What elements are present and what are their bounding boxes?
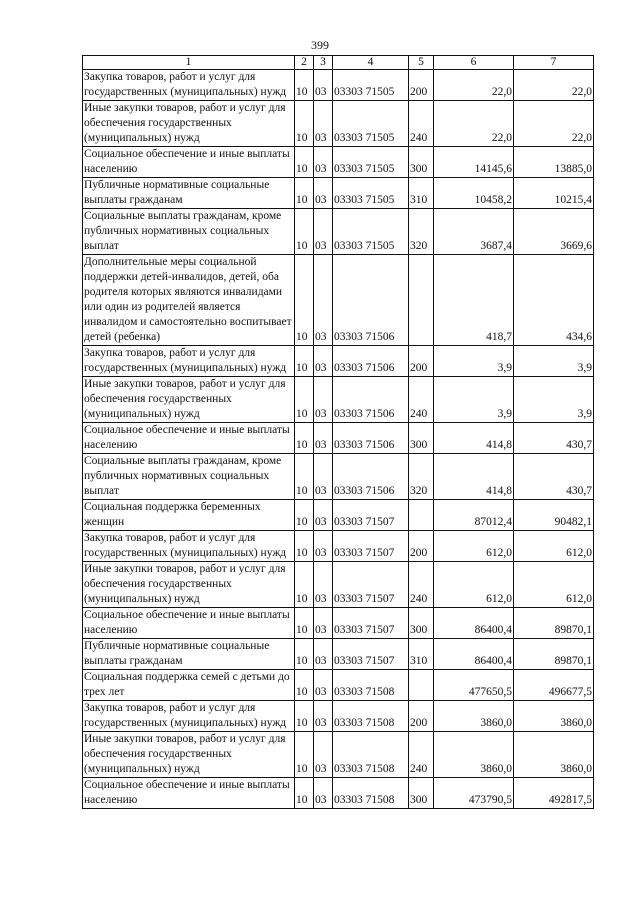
row-name-cell: Иные закупки товаров, работ и услуг для обеспечения государственных (муниципальных) нужд	[83, 377, 295, 423]
row-expense-type-cell: 200	[409, 531, 434, 562]
row-amount-year2-cell: 22,0	[514, 70, 594, 101]
row-amount-year2-cell: 3669,6	[514, 209, 594, 255]
row-subsection-cell: 03	[314, 778, 333, 809]
row-amount-year2-cell: 13885,0	[514, 147, 594, 178]
table-row	[83, 562, 594, 608]
row-amount-year1-cell: 477650,5	[434, 670, 514, 701]
row-target-article-cell: 03303 71508	[333, 670, 409, 701]
row-amount-year1-cell: 612,0	[434, 562, 514, 608]
table-row	[83, 732, 594, 778]
column-header: 3	[314, 56, 333, 70]
row-subsection-cell: 03	[314, 70, 333, 101]
row-section-cell: 10	[295, 101, 314, 147]
row-amount-year2-cell: 434,6	[514, 255, 594, 346]
row-amount-year2-cell: 612,0	[514, 562, 594, 608]
row-name-cell: Иные закупки товаров, работ и услуг для обеспечения государственных (муниципальных) нужд	[83, 562, 295, 608]
table-row	[83, 346, 594, 377]
row-amount-year1-cell: 3860,0	[434, 701, 514, 732]
column-header: 7	[514, 56, 594, 70]
table-row	[83, 778, 594, 809]
row-expense-type-cell: 240	[409, 101, 434, 147]
row-expense-type-cell: 200	[409, 701, 434, 732]
row-section-cell: 10	[295, 608, 314, 639]
row-amount-year1-cell: 3,9	[434, 377, 514, 423]
row-section-cell: 10	[295, 178, 314, 209]
table-header-row	[83, 56, 594, 70]
row-section-cell: 10	[295, 701, 314, 732]
table-row	[83, 670, 594, 701]
row-amount-year2-cell: 3,9	[514, 377, 594, 423]
row-section-cell: 10	[295, 423, 314, 454]
row-expense-type-cell: 300	[409, 778, 434, 809]
table-row	[83, 423, 594, 454]
column-header: 1	[83, 56, 295, 70]
row-target-article-cell: 03303 71508	[333, 778, 409, 809]
row-amount-year2-cell: 3860,0	[514, 732, 594, 778]
row-target-article-cell: 03303 71507	[333, 608, 409, 639]
table-row	[83, 639, 594, 670]
table-row	[83, 178, 594, 209]
row-amount-year2-cell: 492817,5	[514, 778, 594, 809]
row-amount-year1-cell: 418,7	[434, 255, 514, 346]
row-target-article-cell: 03303 71507	[333, 500, 409, 531]
table-row	[83, 701, 594, 732]
row-target-article-cell: 03303 71505	[333, 70, 409, 101]
row-name-cell: Социальное обеспечение и иные выплаты населению	[83, 147, 295, 178]
table-row	[83, 70, 594, 101]
row-section-cell: 10	[295, 454, 314, 500]
column-header: 5	[409, 56, 434, 70]
row-amount-year1-cell: 612,0	[434, 531, 514, 562]
row-name-cell: Социальное обеспечение и иные выплаты населению	[83, 608, 295, 639]
table-row	[83, 377, 594, 423]
row-name-cell: Социальная поддержка семей с детьми до трех лет	[83, 670, 295, 701]
row-name-cell: Закупка товаров, работ и услуг для государственных (муниципальных) нужд	[83, 531, 295, 562]
column-header: 6	[434, 56, 514, 70]
row-expense-type-cell: 300	[409, 147, 434, 178]
table-row	[83, 500, 594, 531]
row-section-cell: 10	[295, 670, 314, 701]
row-amount-year1-cell: 3687,4	[434, 209, 514, 255]
row-amount-year1-cell: 473790,5	[434, 778, 514, 809]
row-expense-type-cell	[409, 670, 434, 701]
row-subsection-cell: 03	[314, 500, 333, 531]
row-name-cell: Иные закупки товаров, работ и услуг для обеспечения государственных (муниципальных) нужд	[83, 732, 295, 778]
row-name-cell: Закупка товаров, работ и услуг для государственных (муниципальных) нужд	[83, 346, 295, 377]
row-subsection-cell: 03	[314, 178, 333, 209]
table-row	[83, 255, 594, 346]
row-amount-year2-cell: 612,0	[514, 531, 594, 562]
row-amount-year1-cell: 86400,4	[434, 608, 514, 639]
row-target-article-cell: 03303 71505	[333, 178, 409, 209]
row-amount-year2-cell: 3,9	[514, 346, 594, 377]
row-subsection-cell: 03	[314, 608, 333, 639]
row-section-cell: 10	[295, 500, 314, 531]
row-amount-year1-cell: 22,0	[434, 101, 514, 147]
row-section-cell: 10	[295, 147, 314, 178]
row-expense-type-cell: 240	[409, 377, 434, 423]
row-subsection-cell: 03	[314, 701, 333, 732]
row-section-cell: 10	[295, 70, 314, 101]
table-row	[83, 209, 594, 255]
row-expense-type-cell: 240	[409, 732, 434, 778]
row-amount-year2-cell: 22,0	[514, 101, 594, 147]
row-target-article-cell: 03303 71507	[333, 562, 409, 608]
row-section-cell: 10	[295, 346, 314, 377]
row-expense-type-cell: 240	[409, 562, 434, 608]
row-target-article-cell: 03303 71506	[333, 346, 409, 377]
row-amount-year1-cell: 3860,0	[434, 732, 514, 778]
row-amount-year2-cell: 10215,4	[514, 178, 594, 209]
row-subsection-cell: 03	[314, 209, 333, 255]
row-target-article-cell: 03303 71506	[333, 454, 409, 500]
row-amount-year2-cell: 3860,0	[514, 701, 594, 732]
row-section-cell: 10	[295, 255, 314, 346]
table-row	[83, 101, 594, 147]
row-amount-year1-cell: 87012,4	[434, 500, 514, 531]
row-expense-type-cell	[409, 255, 434, 346]
row-name-cell: Публичные нормативные социальные выплаты гражданам	[83, 178, 295, 209]
row-expense-type-cell: 310	[409, 639, 434, 670]
row-expense-type-cell: 310	[409, 178, 434, 209]
table-row	[83, 147, 594, 178]
row-name-cell: Социальное обеспечение и иные выплаты населению	[83, 778, 295, 809]
row-name-cell: Закупка товаров, работ и услуг для государственных (муниципальных) нужд	[83, 701, 295, 732]
row-target-article-cell: 03303 71508	[333, 701, 409, 732]
row-amount-year2-cell: 90482,1	[514, 500, 594, 531]
table-row	[83, 531, 594, 562]
row-amount-year1-cell: 414,8	[434, 454, 514, 500]
row-subsection-cell: 03	[314, 562, 333, 608]
row-amount-year1-cell: 86400,4	[434, 639, 514, 670]
row-section-cell: 10	[295, 732, 314, 778]
row-name-cell: Социальные выплаты гражданам, кроме публичных нормативных социальных выплат	[83, 454, 295, 500]
row-subsection-cell: 03	[314, 639, 333, 670]
table-row	[83, 608, 594, 639]
row-amount-year1-cell: 3,9	[434, 346, 514, 377]
row-expense-type-cell: 300	[409, 608, 434, 639]
row-section-cell: 10	[295, 562, 314, 608]
row-target-article-cell: 03303 71505	[333, 101, 409, 147]
row-name-cell: Дополнительные меры социальной поддержки детей-инвалидов, детей, оба родителя которых являются инвалидами или один из родителей является инвалидом и самостоятельно воспитывает детей (ребенка)	[83, 255, 295, 346]
column-header: 2	[295, 56, 314, 70]
row-section-cell: 10	[295, 531, 314, 562]
row-amount-year2-cell: 430,7	[514, 423, 594, 454]
row-section-cell: 10	[295, 639, 314, 670]
row-name-cell: Социальное обеспечение и иные выплаты населению	[83, 423, 295, 454]
row-amount-year1-cell: 14145,6	[434, 147, 514, 178]
row-expense-type-cell: 320	[409, 454, 434, 500]
row-section-cell: 10	[295, 209, 314, 255]
column-header: 4	[333, 56, 409, 70]
row-target-article-cell: 03303 71506	[333, 255, 409, 346]
row-amount-year2-cell: 496677,5	[514, 670, 594, 701]
row-subsection-cell: 03	[314, 377, 333, 423]
row-target-article-cell: 03303 71507	[333, 639, 409, 670]
row-name-cell: Публичные нормативные социальные выплаты гражданам	[83, 639, 295, 670]
table-row	[83, 454, 594, 500]
row-amount-year1-cell: 10458,2	[434, 178, 514, 209]
row-subsection-cell: 03	[314, 346, 333, 377]
row-target-article-cell: 03303 71507	[333, 531, 409, 562]
row-subsection-cell: 03	[314, 670, 333, 701]
row-name-cell: Закупка товаров, работ и услуг для государственных (муниципальных) нужд	[83, 70, 295, 101]
row-subsection-cell: 03	[314, 101, 333, 147]
row-name-cell: Иные закупки товаров, работ и услуг для обеспечения государственных (муниципальных) нужд	[83, 101, 295, 147]
row-section-cell: 10	[295, 377, 314, 423]
row-subsection-cell: 03	[314, 423, 333, 454]
row-expense-type-cell: 200	[409, 70, 434, 101]
row-expense-type-cell: 300	[409, 423, 434, 454]
row-subsection-cell: 03	[314, 255, 333, 346]
row-name-cell: Социальная поддержка беременных женщин	[83, 500, 295, 531]
page-number: 399	[311, 38, 329, 52]
row-amount-year1-cell: 22,0	[434, 70, 514, 101]
row-section-cell: 10	[295, 778, 314, 809]
row-amount-year1-cell: 414,8	[434, 423, 514, 454]
row-amount-year2-cell: 430,7	[514, 454, 594, 500]
row-subsection-cell: 03	[314, 454, 333, 500]
row-expense-type-cell	[409, 500, 434, 531]
row-target-article-cell: 03303 71505	[333, 209, 409, 255]
row-subsection-cell: 03	[314, 531, 333, 562]
row-target-article-cell: 03303 71506	[333, 423, 409, 454]
row-expense-type-cell: 200	[409, 346, 434, 377]
row-subsection-cell: 03	[314, 732, 333, 778]
row-target-article-cell: 03303 71506	[333, 377, 409, 423]
row-amount-year2-cell: 89870,1	[514, 639, 594, 670]
row-amount-year2-cell: 89870,1	[514, 608, 594, 639]
row-name-cell: Социальные выплаты гражданам, кроме публичных нормативных социальных выплат	[83, 209, 295, 255]
budget-table	[82, 55, 594, 809]
row-target-article-cell: 03303 71505	[333, 147, 409, 178]
row-target-article-cell: 03303 71508	[333, 732, 409, 778]
row-expense-type-cell: 320	[409, 209, 434, 255]
row-subsection-cell: 03	[314, 147, 333, 178]
